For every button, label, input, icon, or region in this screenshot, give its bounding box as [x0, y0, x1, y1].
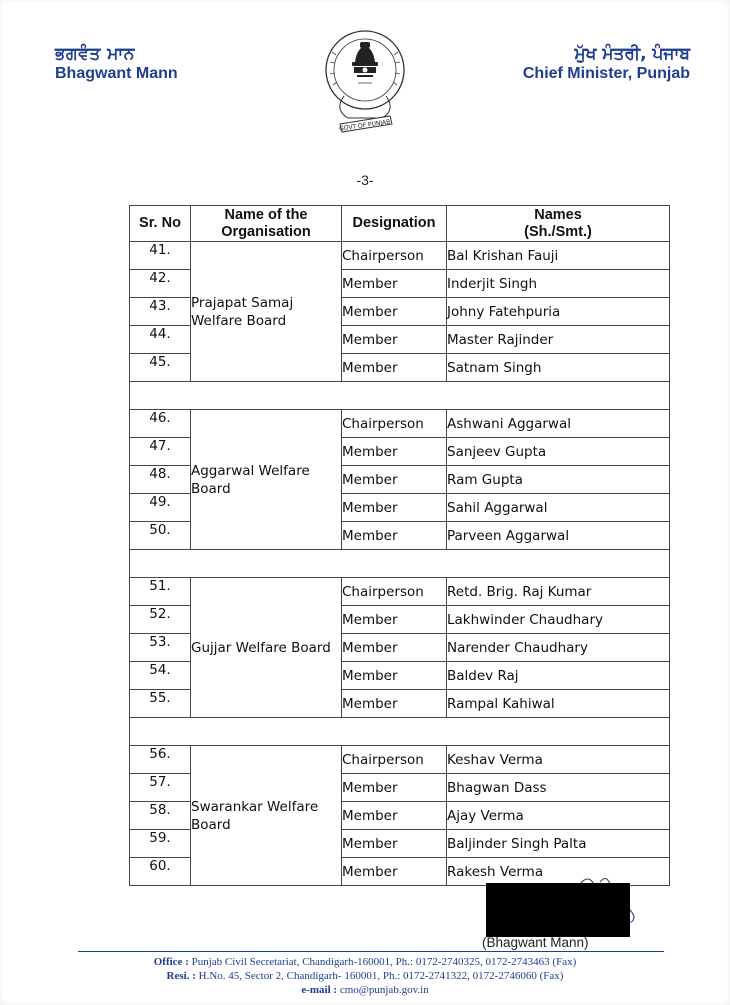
designation-cell: Chairperson — [342, 578, 447, 606]
designation-cell: Member — [342, 354, 447, 382]
designation-cell: Member — [342, 662, 447, 690]
name-english: Bhagwant Mann — [55, 65, 178, 82]
header-sr-no: Sr. No — [130, 206, 191, 242]
name-cell: Keshav Verma — [447, 746, 670, 774]
designation-cell: Member — [342, 326, 447, 354]
name-cell: Rampal Kahiwal — [447, 690, 670, 718]
footer-rule — [78, 951, 664, 952]
designation-cell: Member — [342, 858, 447, 886]
sr-cell: 51. — [130, 578, 191, 606]
header-org-line2: Organisation — [221, 223, 311, 240]
header-names-line1: Names — [534, 206, 582, 223]
name-cell: Inderjit Singh — [447, 270, 670, 298]
footer-office-label: Office : — [153, 956, 189, 968]
designation-cell: Chairperson — [342, 242, 447, 270]
boards-table — [129, 205, 670, 886]
sr-cell: 52. — [130, 606, 191, 634]
sr-cell: 58. — [130, 802, 191, 830]
designation-cell: Chairperson — [342, 746, 447, 774]
name-cell: Rakesh Verma — [447, 858, 670, 886]
sr-cell: 56. — [130, 746, 191, 774]
group-separator-row — [130, 718, 670, 746]
sr-cell: 47. — [130, 438, 191, 466]
sr-cell: 48. — [130, 466, 191, 494]
org-line2: Board — [191, 480, 231, 497]
footer-resi-line — [0, 969, 730, 983]
name-cell: Parveen Aggarwal — [447, 522, 670, 550]
footer-office-line — [0, 955, 730, 969]
designation-cell: Member — [342, 830, 447, 858]
sr-cell: 50. — [130, 522, 191, 550]
sr-cell: 46. — [130, 410, 191, 438]
footer-email-line — [0, 983, 730, 997]
organisation-cell — [191, 578, 342, 718]
org-line1: Prajapat Samaj — [191, 294, 294, 311]
footer — [0, 955, 730, 997]
org-line1: Aggarwal Welfare — [191, 462, 310, 479]
name-cell: Bal Krishan Fauji — [447, 242, 670, 270]
organisation-cell — [191, 410, 342, 550]
name-cell: Sanjeev Gupta — [447, 438, 670, 466]
sr-cell: 55. — [130, 690, 191, 718]
designation-cell: Member — [342, 438, 447, 466]
separator-cell — [130, 550, 670, 578]
designation-cell: Member — [342, 270, 447, 298]
name-cell: Satnam Singh — [447, 354, 670, 382]
name-cell: Ashwani Aggarwal — [447, 410, 670, 438]
page-number: -3- — [356, 172, 374, 188]
letterhead-right — [523, 44, 690, 84]
name-cell: Narender Chaudhary — [447, 634, 670, 662]
footer-resi-text: H.No. 45, Sector 2, Chandigarh- 160001, Ph.: 0172-2741322, 0172-2746060 (Fax) — [198, 970, 564, 982]
group-separator-row — [130, 382, 670, 410]
name-cell: Baljinder Singh Palta — [447, 830, 670, 858]
separator-cell — [130, 382, 670, 410]
separator-cell — [130, 718, 670, 746]
table-row — [130, 242, 670, 270]
group-separator-row — [130, 550, 670, 578]
name-cell: Retd. Brig. Raj Kumar — [447, 578, 670, 606]
name-cell: Johny Fatehpuria — [447, 298, 670, 326]
state-emblem-icon — [322, 28, 408, 140]
table-row — [130, 578, 670, 606]
designation-cell: Member — [342, 606, 447, 634]
header-org-line1: Name of the — [224, 206, 308, 223]
header-organisation — [191, 206, 342, 242]
designation-cell: Member — [342, 634, 447, 662]
designation-cell: Chairperson — [342, 410, 447, 438]
sr-cell: 57. — [130, 774, 191, 802]
sr-cell: 59. — [130, 830, 191, 858]
sr-cell: 60. — [130, 858, 191, 886]
organisation-cell — [191, 746, 342, 886]
footer-office-text: Punjab Civil Secretariat, Chandigarh-160001, Ph.: 0172-2740325, 0172-2743463 (Fax) — [191, 956, 577, 968]
designation-cell: Member — [342, 494, 447, 522]
designation-cell: Member — [342, 690, 447, 718]
footer-resi-label: Resi. : — [166, 970, 196, 982]
emblem-banner-text: GOVT OF PUNJAB — [338, 118, 391, 133]
organisation-cell — [191, 242, 342, 382]
sr-cell: 44. — [130, 326, 191, 354]
org-line2: Board — [191, 816, 231, 833]
name-cell: Baldev Raj — [447, 662, 670, 690]
org-line1: Gujjar Welfare Board — [191, 639, 331, 656]
name-cell: Sahil Aggarwal — [447, 494, 670, 522]
title-punjabi: ਮੁੱਖ ਮੰਤਰੀ, ਪੰਜਾਬ — [574, 44, 690, 64]
footer-email-link[interactable]: cmo@punjab.gov.in — [339, 984, 429, 996]
letterhead-left — [55, 44, 178, 84]
name-cell: Lakhwinder Chaudhary — [447, 606, 670, 634]
sr-cell: 42. — [130, 270, 191, 298]
name-cell: Bhagwan Dass — [447, 774, 670, 802]
title-english: Chief Minister, Punjab — [522, 65, 690, 82]
org-line1: Swarankar Welfare — [191, 798, 319, 815]
name-punjabi: ਭਗਵੰਤ ਮਾਨ — [55, 44, 135, 64]
sr-cell: 43. — [130, 298, 191, 326]
name-cell: Ajay Verma — [447, 802, 670, 830]
header-names-line2: (Sh./Smt.) — [524, 223, 592, 240]
org-line2: Welfare Board — [191, 312, 287, 329]
table-header-row — [130, 206, 670, 242]
designation-cell: Member — [342, 522, 447, 550]
header-designation: Designation — [342, 206, 447, 242]
name-cell: Ram Gupta — [447, 466, 670, 494]
sr-cell: 45. — [130, 354, 191, 382]
designation-cell: Member — [342, 466, 447, 494]
sr-cell: 49. — [130, 494, 191, 522]
redaction-block — [486, 883, 630, 937]
designation-cell: Member — [342, 774, 447, 802]
footer-email-label: e-mail : — [301, 984, 338, 996]
table-row — [130, 410, 670, 438]
header-names — [447, 206, 670, 242]
name-cell: Master Rajinder — [447, 326, 670, 354]
sr-cell: 53. — [130, 634, 191, 662]
designation-cell: Member — [342, 802, 447, 830]
table-row — [130, 746, 670, 774]
designation-cell: Member — [342, 298, 447, 326]
signatory-name: (Bhagwant Mann) — [482, 935, 589, 950]
sr-cell: 41. — [130, 242, 191, 270]
sr-cell: 54. — [130, 662, 191, 690]
